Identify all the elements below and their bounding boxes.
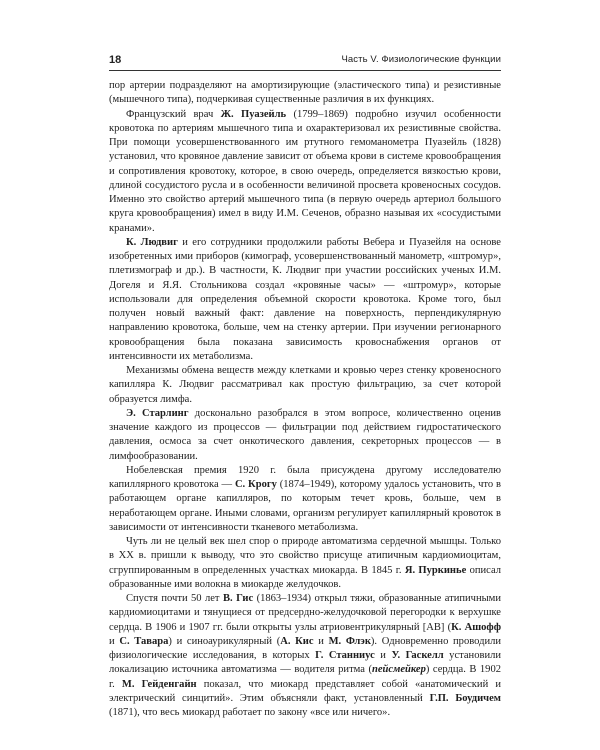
person-name: К. Людвиг [126,236,178,248]
paragraph-2 [109,108,501,236]
paragraph-6 [109,464,501,535]
text-run: Французский врач [126,108,221,120]
person-name: Э. Старлинг [126,407,189,419]
text-run: ) сердца. В 1902 г. [109,664,501,690]
text-run: ) и синоаурикулярный ( [168,635,281,647]
emphasized-term: пейсмейкер [372,664,426,676]
text-run: и [374,650,392,661]
paragraph-7 [109,535,501,592]
text-run: (1874–1949), которому удалось установить, что в работающем органе капилляров, по которым течет кровь, больше, чем в неработающем органе. Иными словами, организм регулирует капиллярный кровоток в зависимости от интенсивности тканевого метаболизма. [109,479,501,533]
text-run: и [313,635,329,647]
text-run: установили локализацию источника автоматизма — водителя ритма ( [109,650,502,676]
text-run: Механизмы обмена веществ между клетками и кровью через стенку кровеносного капилляра К. Людвиг рассматривал как простую фильтрацию, за счет которой образуется лимфа. [109,365,501,405]
text-run: (1863–1934) открыл тяжи, образованные атипичными кардиомиоцитами и тянущиеся от предсердно-желудочковой перегородки к верхушке сердца. В 1906 и 1907 гг. были открыты узлы атриовентрикулярный [АВ] ( [109,593,501,633]
page-number: 18 [109,54,122,66]
text-run: ). Одновременно проводили физиологические исследования, в которых [109,635,502,661]
paragraph-4 [109,364,501,407]
person-name: С. Тавара [119,635,169,647]
person-name: Г. Станниус [315,650,375,661]
page-header [109,54,501,70]
person-name: С. Крогу [234,479,277,490]
header-rule [109,70,501,71]
person-name: К. Ашофф [451,621,501,633]
text-run: и его сотрудники продолжили работы Вебера и Пуазейля на основе изобретенных ими приборов (кимограф, усовершенствованный манометр, «штромур», плетизмограф и др.). В частности, К. Людвиг при участии российских ученых И.М. Догеля и Я.Я. Стольникова создал «кровяные часы» — «штромур», которые использовали для определения объемной скорости кровотока. Кроме того, был получен новый важный факт: давление на поверхность, перпендикулярную направлению кровотока, больше, чем на стенку артерии. При изучении регионарного кровообращения была показана зависимость кровоснабжения органов от интенсивности их метаболизма. [109,236,501,362]
person-name: Я. Пуркинье [404,564,467,576]
text-run: и [109,635,120,647]
person-name: Ж. Пуазейль [220,108,287,120]
person-name: М. Гейденгайн [121,678,197,690]
text-run: досконально разобрался в этом вопросе, количественно оценив значение каждого из процессов — фильтрации под действием гидростатического давления, осмоса за счет онкотического давления, секреторных процессов — в лимфообразовании. [109,407,501,462]
text-run: Нобелевская премия 1920 г. была присуждена другому исследователю капиллярного кровотока — [109,464,501,490]
text-run: показал, что миокард представляет собой «анатомический и электрический синцитий». Этим объясняли факт, установленный [109,678,501,704]
paragraph-3 [109,236,501,364]
running-title: Часть V. Физиологические функции [341,54,501,65]
text-run: (1871), что весь миокард работает по закону «все или ничего». [109,707,391,718]
person-name: Г.П. Боудичем [429,692,501,704]
person-name: А. Кис [280,635,314,647]
person-name: В. Гис [222,593,254,604]
text-run: Чуть ли не целый век шел спор о природе автоматизма сердечной мышцы. Только в XX в. пришли к выводу, что это свойство присуще атипичным кардиомиоцитам, сгруппированным в определенных участках миокарда. В 1845 г. [109,536,501,576]
text-run: пор артерии подразделяют на амортизирующие (эластического типа) и резистивные (мышечного типа), подчеркивая существенные различия в их функциях. [109,80,501,106]
paragraph-5 [109,407,501,464]
text-run: (1799–1869) подробно изучил особенности кровотока по артериям мышечного типа и охарактеризовал их резистивные свойства. При помощи усовершенствованного им ртутного гемоманометра Пуазейль (1828) установил, что кровяное давление зависит от объема крови в системе кровообращения и сопротивления кровотоку, которое, в свою очередь, определяется вязкостью крови, длиной сосудистого русла и в особенности величиной просвета кровеносных сосудов. Именно это свойство артерий мышечного типа (в первую очередь артериол большого круга кровообращения) имел в виду И.М. Сеченов, образно называя их «сосудистыми кранами». [109,108,502,234]
body-text [109,79,501,720]
text-run: описал образованные ими волокна в миокарде желудочков. [109,564,501,590]
paragraph-1 [109,79,501,108]
person-name: М. Флэк [328,635,371,647]
text-run: Спустя почти 50 лет [126,593,223,604]
paragraph-8 [109,592,501,720]
person-name: У. Гаскелл [391,650,444,661]
